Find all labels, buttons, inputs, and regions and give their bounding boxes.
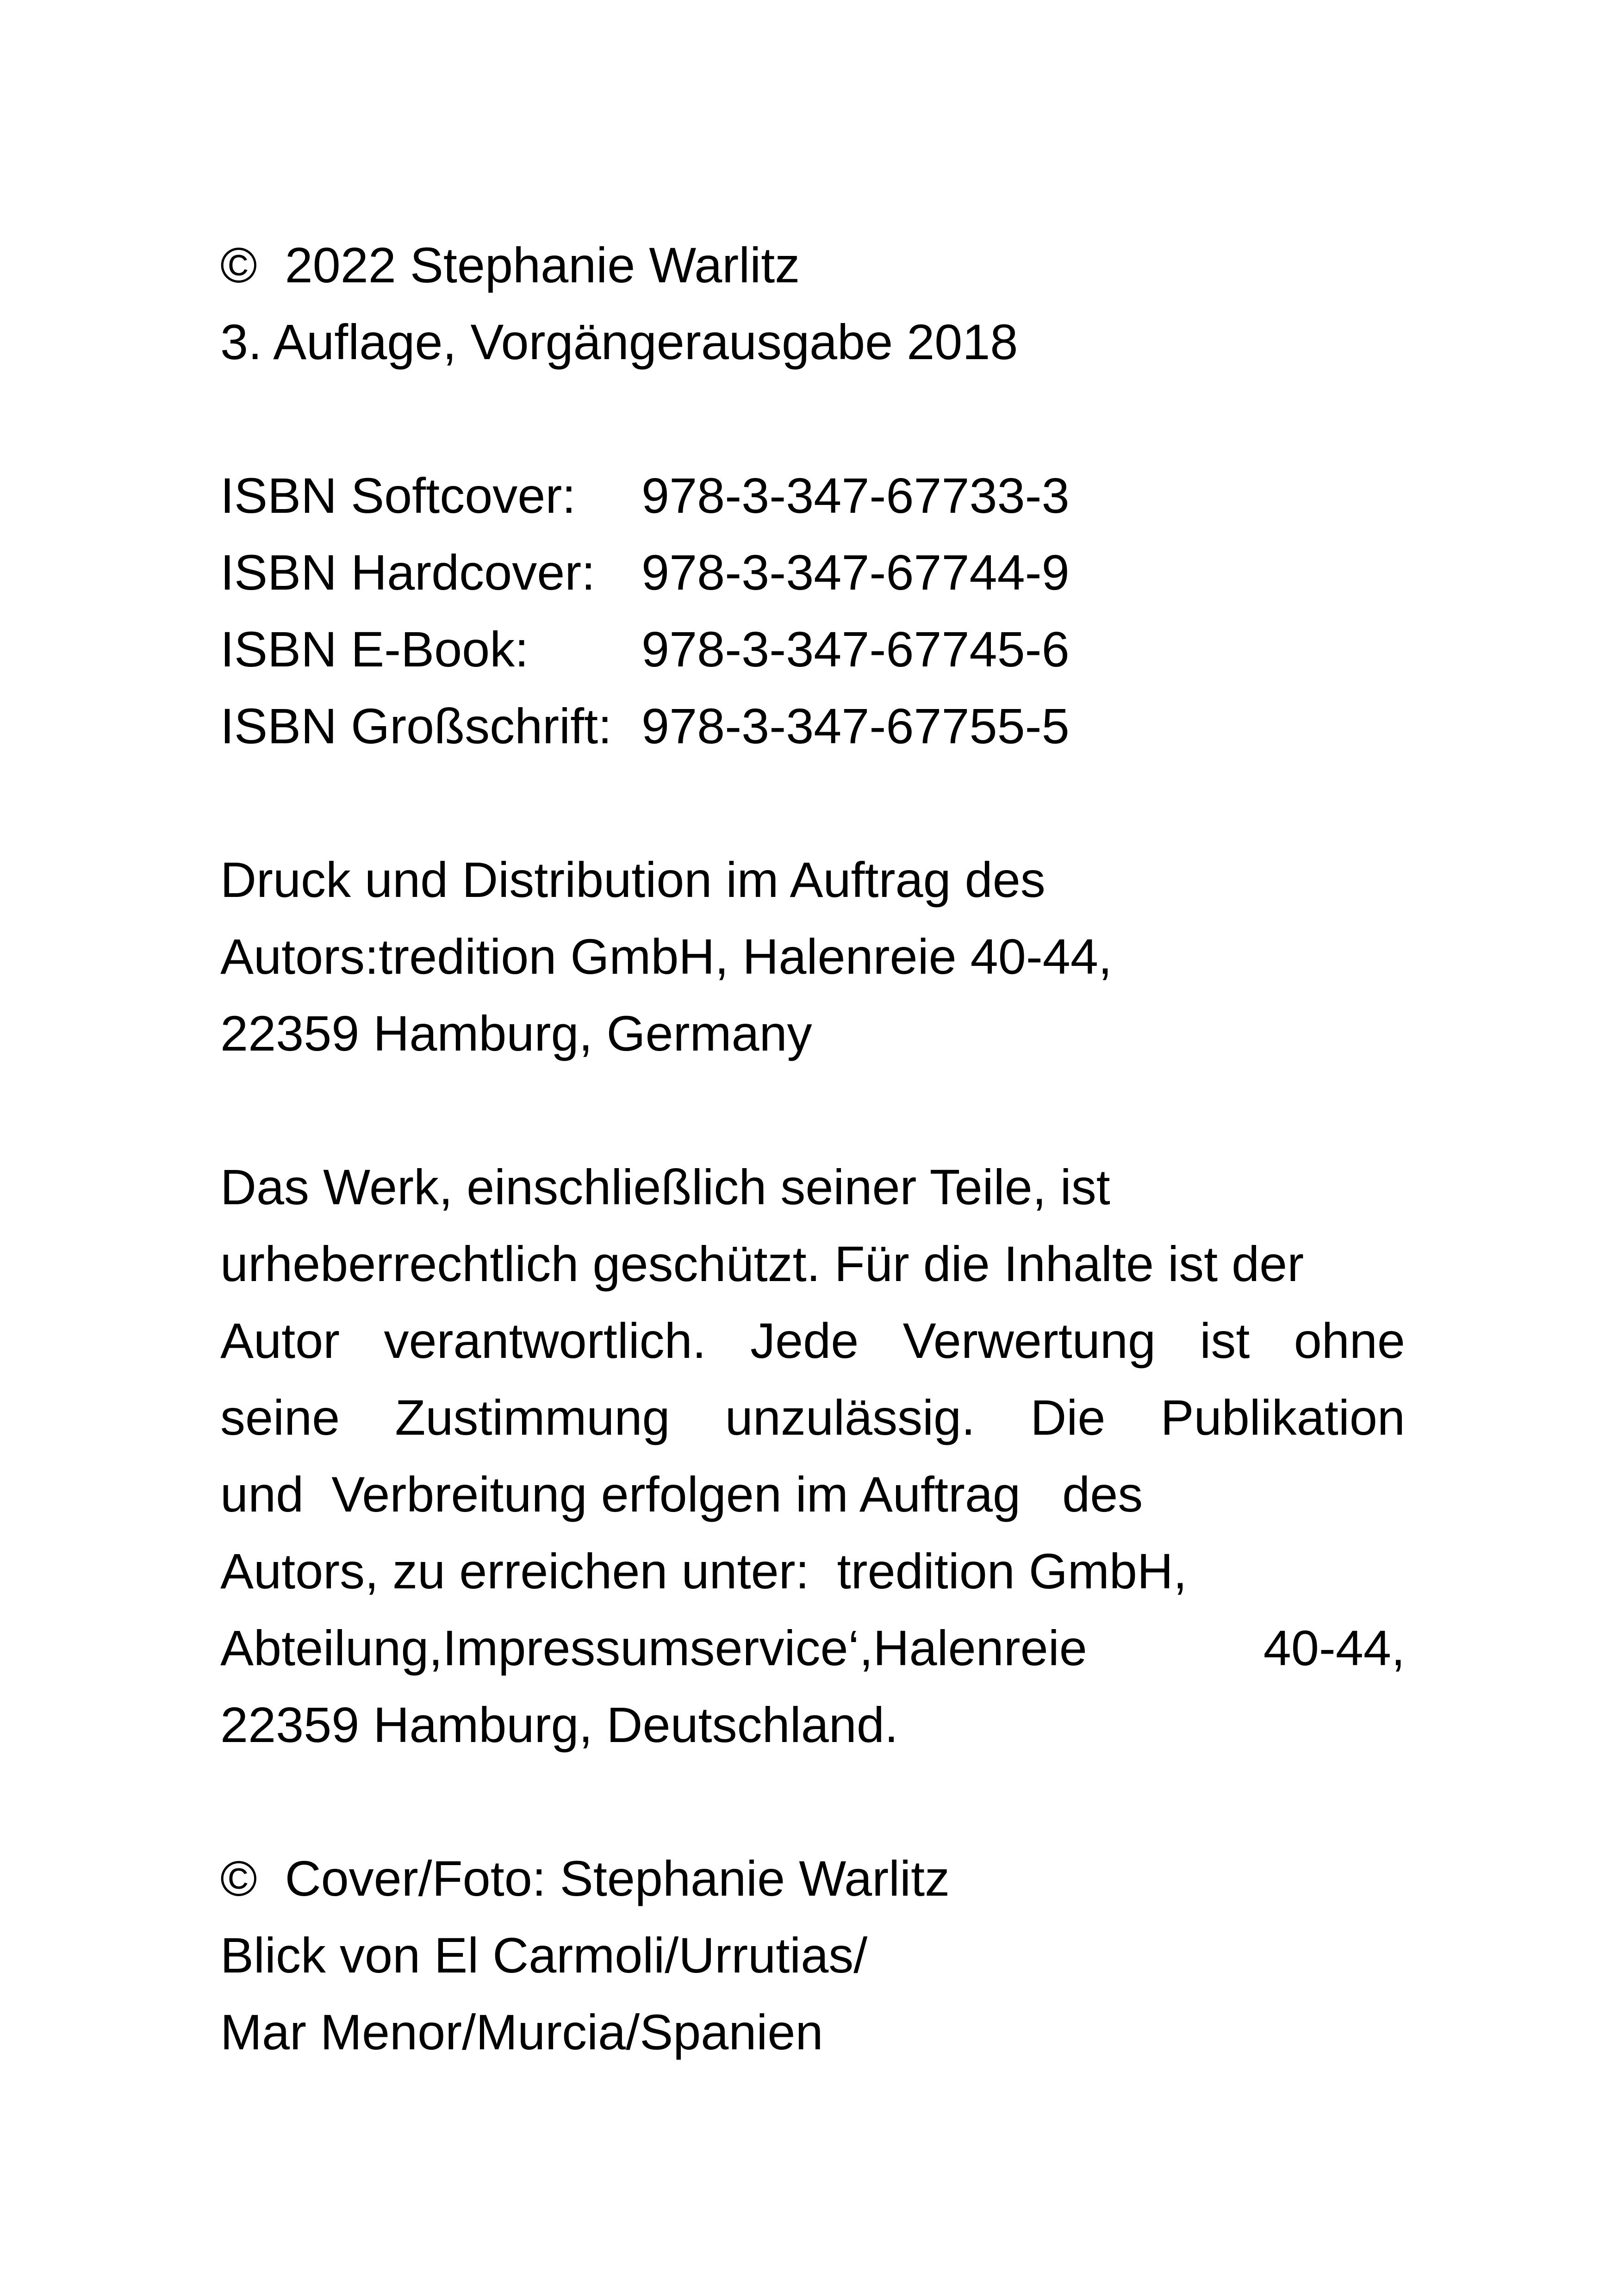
legal-notice-block [220,1149,1405,1763]
legal-line: urheberrechtlich geschützt. Für die Inhalte ist der [220,1236,1304,1292]
printing-block [220,841,1405,1072]
imprint-content [220,227,1405,2071]
isbn-label: ISBN E-Book: [220,621,529,677]
printing-line: Autors:tredition GmbH, Halenreie 40-44, [220,928,1112,984]
cover-credit-line: © Cover/Foto: Stephanie Warlitz [220,1850,950,1906]
isbn-row-ebook [220,611,1405,688]
isbn-value: 978-3-347-67755-5 [641,698,1070,754]
copyright-block [220,227,1405,380]
isbn-row-large-print [220,688,1405,765]
edition-line: 3. Auflage, Vorgängerausgabe 2018 [220,314,1018,370]
isbn-value: 978-3-347-67744-9 [641,544,1070,600]
cover-location-line: Mar Menor/Murcia/Spanien [220,2004,823,2060]
printing-line: 22359 Hamburg, Germany [220,1005,812,1061]
legal-line: Autor verantwortlich. Jede Verwertung ist ohne [220,1313,1405,1369]
printing-line: Druck und Distribution im Auftrag des [220,852,1045,908]
isbn-row-hardcover [220,534,1405,611]
copyright-line: © 2022 Stephanie Warlitz [220,237,800,293]
legal-line: Abteilung,Impressumservice‘,Halenreie 40-44, [220,1620,1405,1676]
isbn-row-softcover [220,457,1405,534]
isbn-value: 978-3-347-67733-3 [641,467,1070,523]
isbn-label: ISBN Großschrift: [220,698,612,754]
isbn-label: ISBN Hardcover: [220,544,596,600]
legal-line: Autors, zu erreichen unter: tredition GmbH, [220,1543,1187,1599]
legal-line: 22359 Hamburg, Deutschland. [220,1697,898,1753]
isbn-label: ISBN Softcover: [220,467,576,523]
cover-location-line: Blick von El Carmoli/Urrutias/ [220,1927,868,1983]
cover-credit-block [220,1840,1405,2071]
legal-line: Das Werk, einschließlich seiner Teile, ist [220,1159,1110,1215]
isbn-value: 978-3-347-67745-6 [641,621,1070,677]
isbn-block [220,457,1405,765]
legal-line: seine Zustimmung unzulässig. Die Publikation [220,1389,1405,1445]
legal-line: und Verbreitung erfolgen im Auftrag des [220,1466,1143,1522]
